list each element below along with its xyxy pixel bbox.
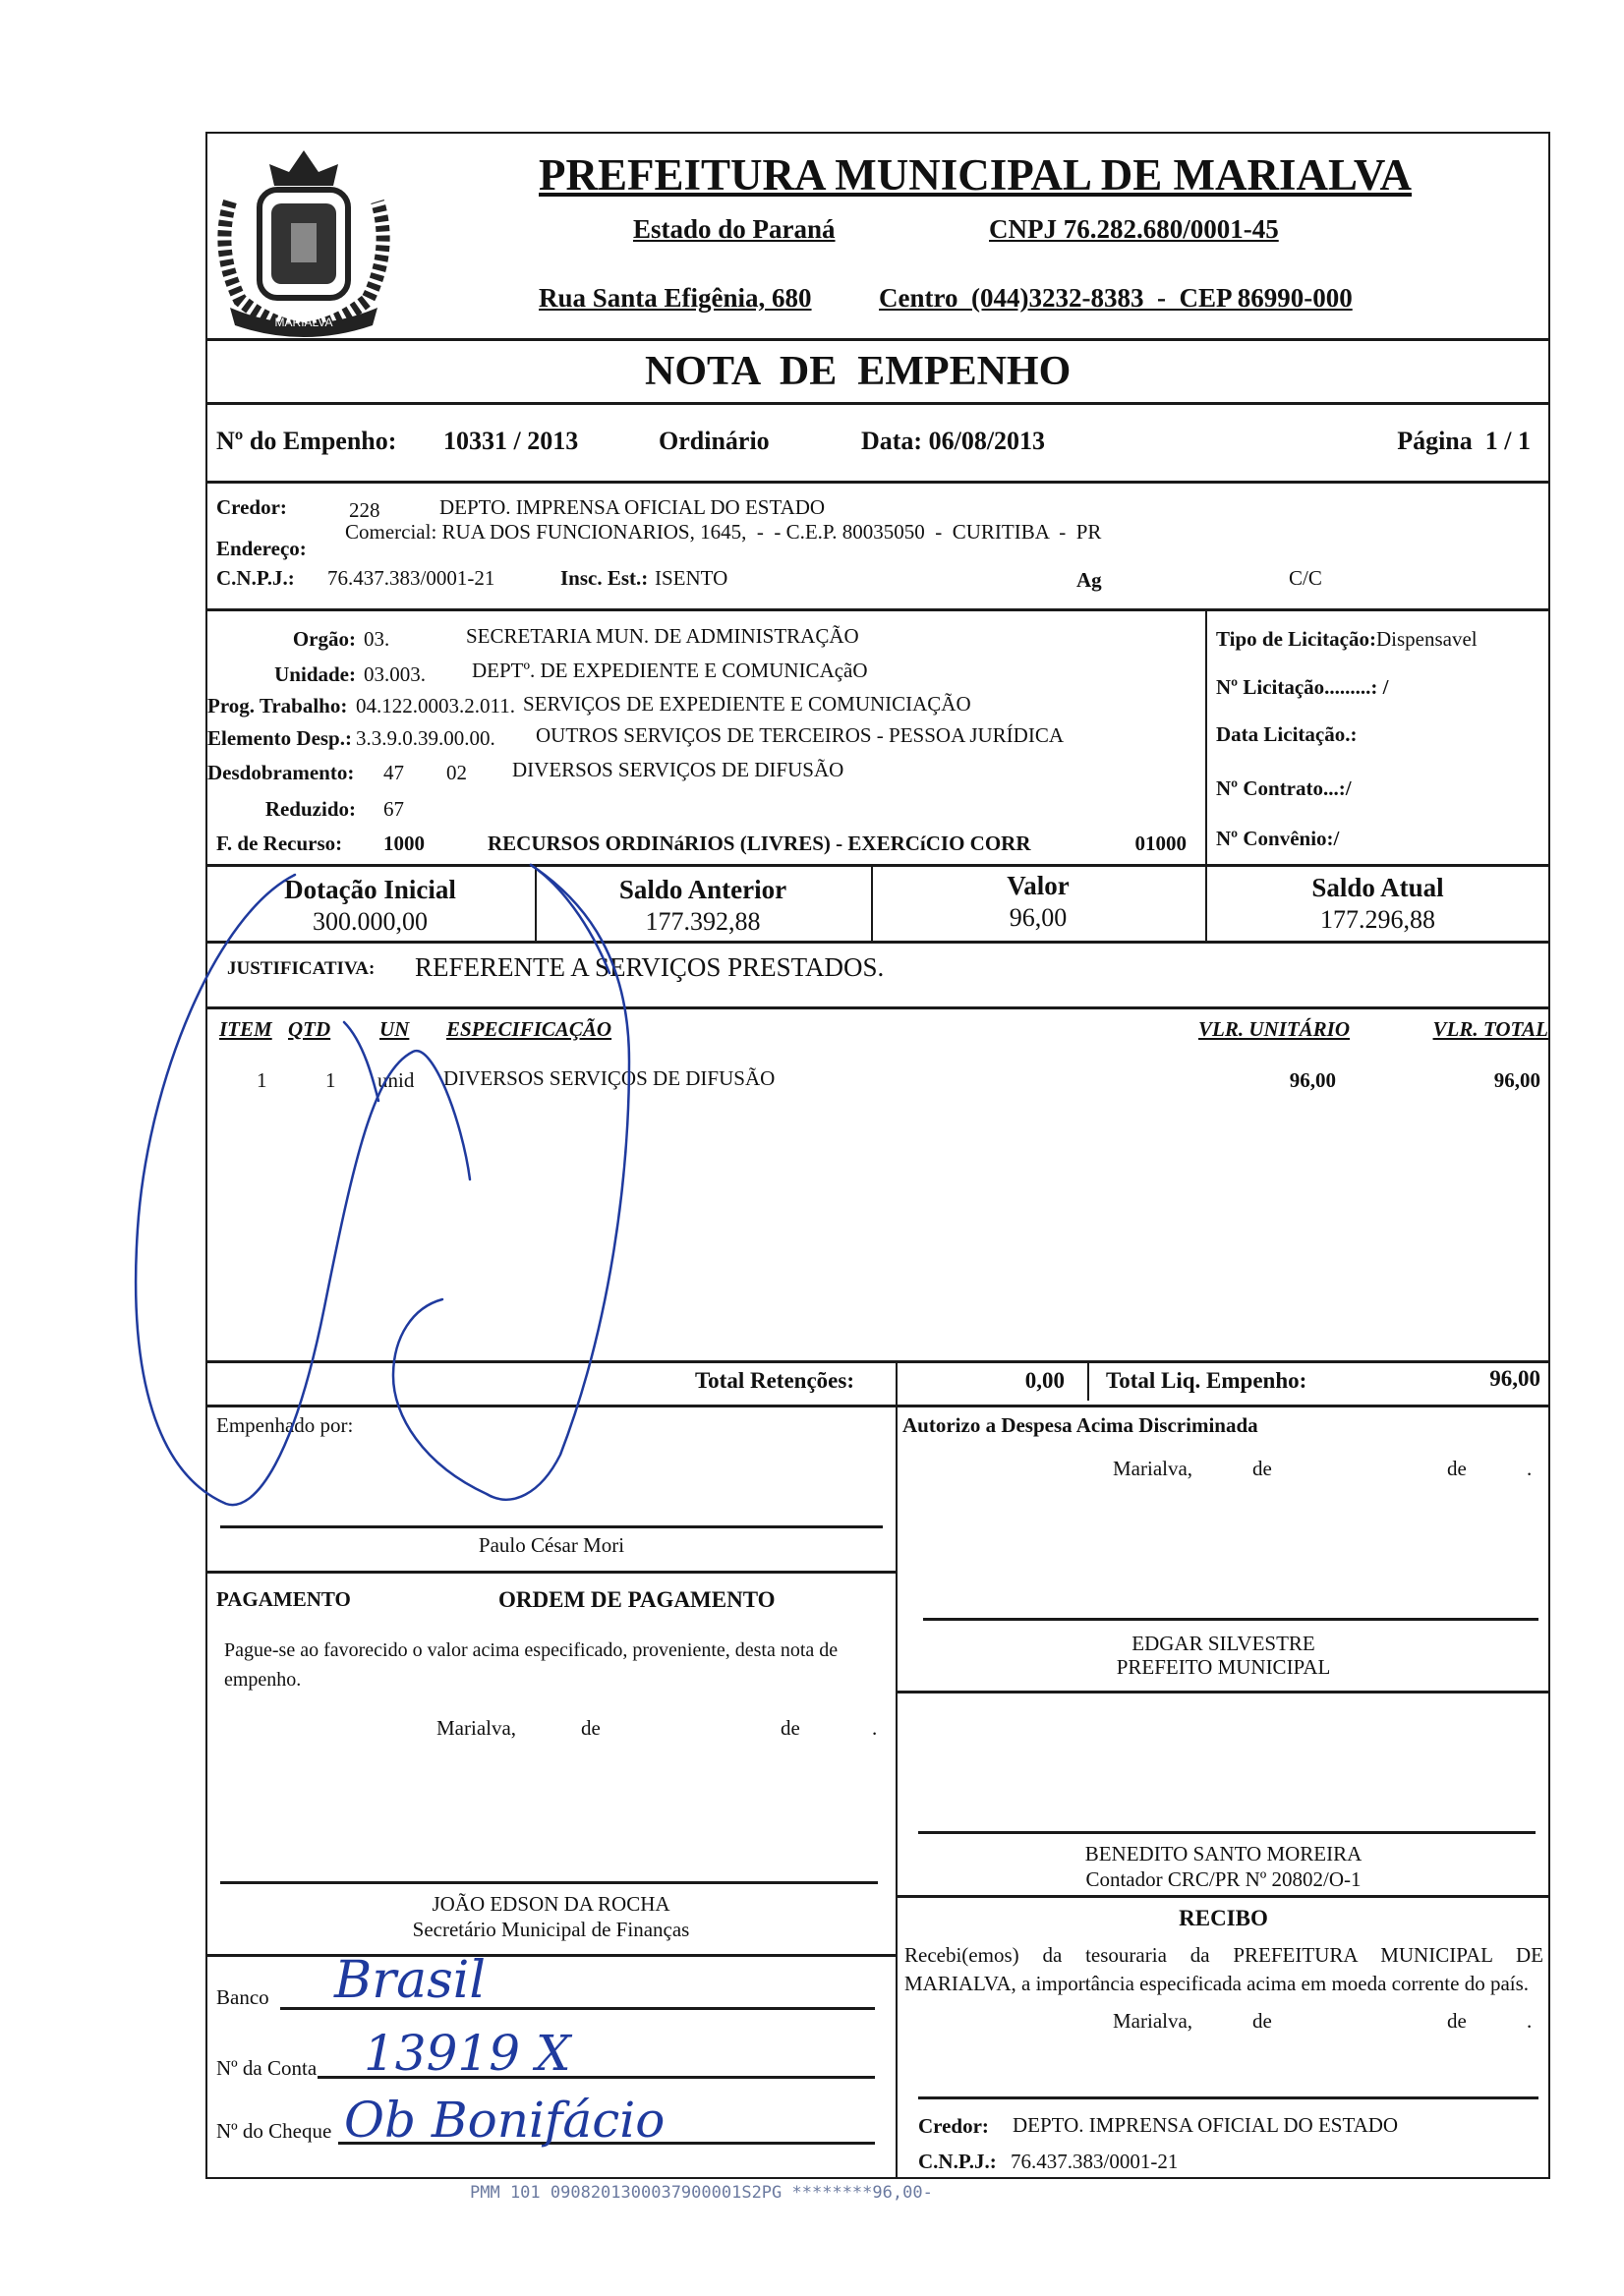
divider: [205, 864, 1550, 867]
secretario-name: JOÃO EDSON DA ROCHA: [432, 1892, 670, 1916]
recibo-text: Recebi(emos) da tesouraria da PREFEITURA MUNICIPAL DE MARIALVA, a importância especificada acima em moeda corrente do país.: [904, 1943, 1543, 1995]
balance-value: 96,00: [1009, 903, 1068, 932]
ordem-pagamento-label: ORDEM DE PAGAMENTO: [498, 1587, 776, 1612]
balance-label: Saldo Anterior: [618, 875, 787, 904]
balance-label: Valor: [1007, 871, 1070, 900]
elemento-name: OUTROS SERVIÇOS DE TERCEIROS - PESSOA JURÍDICA: [536, 723, 1065, 747]
balance-value: 177.296,88: [1320, 905, 1435, 934]
item-spec: DIVERSOS SERVIÇOS DE DIFUSÃO: [443, 1066, 776, 1090]
items-header-spec: ESPECIFICAÇÃO: [446, 1017, 612, 1041]
recibo-title: RECIBO: [1179, 1906, 1268, 1930]
divider: [205, 1360, 1550, 1363]
cnpj-value: 76.437.383/0001-21: [327, 566, 495, 590]
balance-label: Saldo Atual: [1311, 873, 1444, 902]
licitacao-numero: Nº Licitação.........: /: [1216, 675, 1389, 699]
convenio-numero: Nº Convênio:/: [1216, 827, 1340, 850]
signature-line: [923, 1618, 1538, 1621]
items-header-item: ITEM: [219, 1017, 272, 1041]
divider: [205, 1954, 897, 1957]
recibo-credor-label: Credor:: [918, 2114, 989, 2138]
total-liquido-label: Total Liq. Empenho:: [1106, 1368, 1307, 1393]
desdobramento-sub: 02: [446, 761, 467, 784]
orgao-code: 03.: [364, 627, 390, 651]
autorizo-de1: de: [1252, 1457, 1272, 1480]
divider: [205, 402, 1550, 405]
divider: [205, 481, 1550, 484]
header-street: Rua Santa Efigênia, 680: [539, 283, 812, 313]
document-title: NOTA DE EMPENHO: [645, 349, 1072, 394]
empenho-number-label: Nº do Empenho:: [216, 427, 397, 455]
desdobramento-code: 47: [383, 761, 404, 784]
agency-label: Ag: [1076, 568, 1102, 592]
signature-line: [918, 1831, 1536, 1834]
divider: [205, 941, 1550, 944]
address-value: Comercial: RUA DOS FUNCIONARIOS, 1645, - - C.E.P. 80035050 - CURITIBA - PR: [345, 520, 1102, 544]
divider: [205, 1405, 1550, 1407]
balance-saldo-atual: [1205, 875, 1550, 933]
credor-name: DEPTO. IMPRENSA OFICIAL DO ESTADO: [439, 495, 826, 519]
justificativa-label: JUSTIFICATIVA:: [227, 958, 376, 979]
contador-role: Contador CRC/PR Nº 20802/O-1: [1085, 1867, 1362, 1891]
coat-of-arms-logo: [210, 143, 397, 344]
divider: [896, 1406, 898, 2179]
divider: [897, 1691, 1550, 1693]
orgao-label: Orgão:: [292, 627, 356, 651]
balance-value: 177.392,88: [645, 907, 761, 936]
divider: [205, 608, 1550, 611]
item-unit: unid: [377, 1068, 415, 1092]
autorizo-de2: de: [1447, 1457, 1467, 1480]
recibo-city: Marialva,: [1113, 2009, 1193, 2033]
balance-value: 300.000,00: [313, 907, 428, 936]
unidade-code: 03.003.: [364, 662, 426, 686]
total-retencoes-value: 0,00: [1024, 1368, 1065, 1393]
cnpj-label: C.N.P.J.:: [216, 566, 295, 590]
account-label: C/C: [1289, 566, 1322, 590]
item-number: 1: [257, 1068, 267, 1092]
orgao-name: SECRETARIA MUN. DE ADMINISTRAÇÃO: [466, 624, 859, 648]
prog-code: 04.122.0003.2.011.: [356, 694, 515, 718]
reduzido-label: Reduzido:: [264, 797, 356, 821]
pagamento-city: Marialva,: [436, 1716, 517, 1740]
header-title: PREFEITURA MUNICIPAL DE MARIALVA: [539, 150, 1413, 200]
reduzido-code: 67: [383, 797, 404, 821]
header-contact: Centro (044)3232-8383 - CEP 86990-000: [879, 283, 1353, 313]
header-state: Estado do Paraná: [633, 214, 836, 244]
prefeito-role: PREFEITO MUNICIPAL: [1116, 1655, 1331, 1679]
unidade-name: DEPTº. DE EXPEDIENTE E COMUNICAçãO: [472, 659, 868, 682]
recibo-dot: .: [1527, 2009, 1533, 2033]
items-header-total: VLR. TOTAL: [1432, 1017, 1548, 1041]
address-label: Endereço:: [216, 537, 307, 560]
fonte-number: 01000: [1134, 832, 1187, 855]
recibo-credor: DEPTO. IMPRENSA OFICIAL DO ESTADO: [1013, 2113, 1399, 2137]
licitacao-tipo-value: Dispensavel: [1375, 627, 1478, 651]
page-indicator: Página 1 / 1: [1397, 427, 1531, 455]
divider: [205, 1006, 1550, 1009]
signature-line: [220, 1525, 883, 1528]
header-cnpj: CNPJ 76.282.680/0001-45: [989, 214, 1279, 244]
empenho-type: Ordinário: [659, 427, 770, 455]
contador-name: BENEDITO SANTO MOREIRA: [1084, 1842, 1363, 1866]
empenhado-name: Paulo César Mori: [478, 1533, 625, 1557]
item-qtd: 1: [325, 1068, 336, 1092]
items-header-unit-price: VLR. UNITÁRIO: [1198, 1017, 1351, 1041]
credor-code: 228: [349, 498, 380, 522]
pagamento-dot: .: [872, 1716, 878, 1740]
licitacao-data: Data Licitação.:: [1216, 722, 1358, 746]
balance-saldo-anterior: [535, 877, 871, 935]
empenho-date: Data: 06/08/2013: [861, 427, 1046, 455]
secretario-role: Secretário Municipal de Finanças: [412, 1918, 690, 1941]
items-header-qtd: QTD: [288, 1017, 331, 1041]
fonte-label: F. de Recurso:: [216, 832, 343, 855]
signature-line: [918, 2096, 1538, 2099]
divider: [205, 338, 1550, 341]
unidade-label: Unidade:: [274, 662, 356, 686]
banco-label: Banco: [216, 1985, 269, 2009]
credor-label: Credor:: [216, 495, 287, 519]
recibo-cnpj: 76.437.383/0001-21: [1011, 2150, 1179, 2173]
desdobramento-name: DIVERSOS SERVIÇOS DE DIFUSÃO: [512, 758, 844, 781]
elemento-code: 3.3.9.0.39.00.00.: [356, 726, 495, 750]
divider: [1087, 1361, 1089, 1401]
licitacao-tipo-label: Tipo de Licitação:: [1216, 627, 1376, 651]
total-liquido-value: 96,00: [1489, 1366, 1540, 1391]
signature-line: [220, 1881, 878, 1884]
contrato-numero: Nº Contrato...:/: [1216, 776, 1352, 800]
fonte-code: 1000: [383, 832, 425, 855]
item-unit-price: 96,00: [1289, 1068, 1336, 1092]
pagamento-label: PAGAMENTO: [216, 1587, 351, 1611]
recibo-de2: de: [1447, 2009, 1467, 2033]
total-retencoes-label: Total Retenções:: [694, 1368, 854, 1393]
balance-dotacao: [205, 877, 535, 935]
svg-text:MARIALVA: MARIALVA: [274, 316, 333, 329]
banco-handwritten: Brasil: [334, 1951, 487, 2010]
divider: [897, 1895, 1550, 1898]
item-total: 96,00: [1493, 1068, 1540, 1092]
licitacao-tipo: [1216, 629, 1478, 650]
empenho-number: 10331 / 2013: [443, 427, 579, 455]
conta-handwritten: 13919 X: [364, 2025, 571, 2082]
recibo-de1: de: [1252, 2009, 1272, 2033]
autorizo-city: Marialva,: [1113, 1457, 1193, 1480]
fonte-name: RECURSOS ORDINáRIOS (LIVRES) - EXERCíCIO CORR: [488, 832, 1031, 855]
justificativa-text: REFERENTE A SERVIÇOS PRESTADOS.: [415, 952, 885, 982]
cheque-label: Nº do Cheque: [216, 2119, 332, 2143]
divider: [205, 1571, 897, 1574]
insc-label: Insc. Est.:: [560, 566, 649, 590]
pagamento-de1: de: [581, 1716, 601, 1740]
items-header-un: UN: [379, 1017, 410, 1041]
autorizo-label: Autorizo a Despesa Acima Discriminada: [902, 1413, 1258, 1437]
autorizo-dot: .: [1527, 1457, 1533, 1480]
conta-label: Nº da Conta: [216, 2056, 318, 2080]
divider: [896, 1361, 898, 1406]
prog-name: SERVIÇOS DE EXPEDIENTE E COMUNICIAÇÃO: [523, 692, 971, 716]
elemento-label: Elemento Desp.:: [207, 726, 352, 750]
cheque-handwritten: Ob Bonifácio: [344, 2092, 666, 2149]
balance-label: Dotação Inicial: [284, 875, 456, 904]
pagamento-text: Pague-se ao favorecido o valor acima especificado, proveniente, desta nota de empenho.: [224, 1639, 839, 1691]
insc-value: ISENTO: [655, 566, 728, 590]
pagamento-de2: de: [781, 1716, 800, 1740]
balance-valor: [871, 873, 1205, 931]
empenhado-label: Empenhado por:: [216, 1413, 354, 1437]
desdobramento-label: Desdobramento:: [207, 761, 355, 784]
prefeito-name: EDGAR SILVESTRE: [1131, 1632, 1315, 1655]
footer-print-code: PMM 101 0908201300037900001S2PG ********96,00-: [470, 2183, 933, 2203]
prog-label: Prog. Trabalho:: [207, 694, 348, 718]
recibo-cnpj-label: C.N.P.J.:: [918, 2150, 997, 2173]
